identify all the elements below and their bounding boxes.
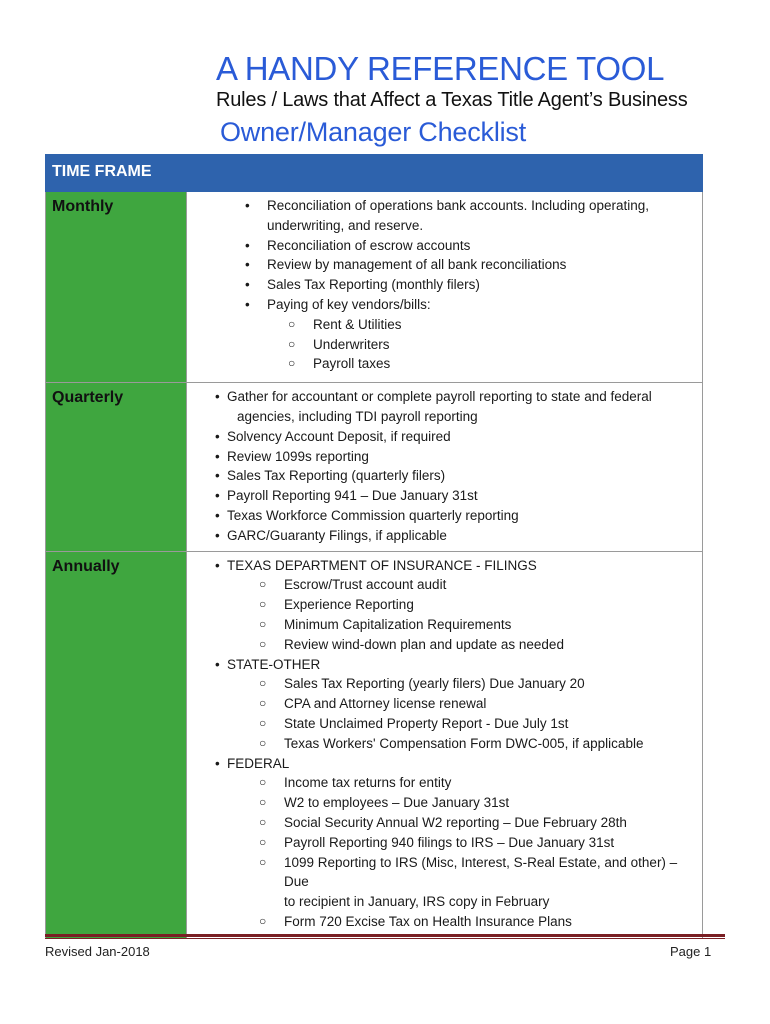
sub-list-item bbox=[187, 773, 702, 793]
monthly-label: Monthly bbox=[52, 198, 114, 215]
monthly-row bbox=[46, 192, 703, 383]
list-item-text: Payroll Reporting 941 – Due January 31st bbox=[227, 488, 478, 504]
time-frame-label: TIME FRAME bbox=[52, 163, 152, 180]
list-item bbox=[187, 526, 702, 546]
list-item-text: Sales Tax Reporting (monthly filers) bbox=[267, 277, 480, 293]
sub-list-item-text: State Unclaimed Property Report - Due July 1st bbox=[284, 715, 569, 731]
list-group-title-text: STATE-OTHER bbox=[227, 656, 321, 672]
list-item bbox=[187, 447, 702, 467]
list-item-text: Review 1099s reporting bbox=[227, 448, 369, 464]
quarterly-task-list bbox=[187, 383, 702, 550]
circle-bullet-icon: ○ bbox=[259, 814, 267, 829]
list-item bbox=[187, 236, 702, 256]
bullet-icon: • bbox=[215, 468, 220, 484]
revised-date: Revised Jan-2018 bbox=[45, 944, 150, 959]
bullet-icon: • bbox=[245, 237, 250, 253]
list-item bbox=[187, 427, 702, 447]
sub-list-item bbox=[187, 833, 702, 853]
list-item-text: Texas Workforce Commission quarterly reporting bbox=[227, 507, 519, 523]
sub-list-item bbox=[187, 575, 702, 595]
circle-bullet-icon: ○ bbox=[288, 356, 296, 371]
circle-bullet-icon: ○ bbox=[288, 336, 296, 351]
bullet-icon: • bbox=[245, 277, 250, 293]
list-item-text: Reconciliation of escrow accounts bbox=[267, 237, 471, 253]
bullet-icon: • bbox=[215, 557, 220, 573]
list-group-title-text: FEDERAL bbox=[227, 755, 290, 771]
sub-list-item bbox=[187, 714, 702, 734]
list-group-title bbox=[187, 655, 702, 675]
list-item bbox=[187, 466, 702, 486]
checklist-heading: Owner/Manager Checklist bbox=[220, 117, 527, 147]
circle-bullet-icon: ○ bbox=[288, 316, 296, 331]
bullet-icon: • bbox=[245, 257, 250, 273]
sub-list-item bbox=[187, 335, 702, 355]
sub-list-item bbox=[187, 635, 702, 655]
list-item bbox=[187, 255, 702, 275]
sub-list-item-text: Underwriters bbox=[313, 336, 390, 352]
list-item-text: Sales Tax Reporting (quarterly filers) bbox=[227, 468, 446, 484]
list-item bbox=[187, 486, 702, 506]
bullet-icon: • bbox=[215, 389, 220, 405]
circle-bullet-icon: ○ bbox=[259, 913, 267, 928]
bullet-icon: • bbox=[245, 198, 250, 213]
bullet-icon: • bbox=[215, 448, 220, 464]
header-cell-left bbox=[46, 155, 187, 192]
bullet-icon: • bbox=[215, 755, 220, 771]
sub-list-item-text: Social Security Annual W2 reporting – Due February 28th bbox=[284, 814, 627, 830]
sub-list-item bbox=[187, 694, 702, 714]
circle-bullet-icon: ○ bbox=[259, 735, 267, 750]
sub-list-item-text: 1099 Reporting to IRS (Misc, Interest, S-Real Estate, and other) – Due bbox=[284, 854, 678, 890]
sub-list-item-text: Escrow/Trust account audit bbox=[284, 577, 447, 593]
document-title: A HANDY REFERENCE TOOL bbox=[216, 50, 665, 87]
list-item-text: Paying of key vendors/bills: bbox=[267, 296, 431, 312]
list-item bbox=[187, 506, 702, 526]
sub-list-item-text: Rent & Utilities bbox=[313, 316, 402, 332]
annually-task-list bbox=[187, 552, 702, 938]
list-item-text: Solvency Account Deposit, if required bbox=[227, 428, 451, 444]
sub-list-item-continuation: to recipient in January, IRS copy in February bbox=[284, 894, 550, 910]
sub-list-item bbox=[187, 734, 702, 754]
sub-list-item bbox=[187, 813, 702, 833]
list-item-continuation: underwriting, and reserve. bbox=[267, 217, 424, 233]
circle-bullet-icon: ○ bbox=[259, 577, 267, 592]
sub-list-item bbox=[187, 853, 702, 893]
bullet-icon: • bbox=[215, 656, 220, 672]
table-header-row bbox=[46, 155, 703, 192]
quarterly-period-cell bbox=[46, 383, 187, 551]
checklist-table bbox=[45, 154, 703, 939]
list-item-text: Gather for accountant or complete payroll reporting to state and federal bbox=[227, 389, 652, 405]
footer-rule bbox=[45, 934, 725, 937]
circle-bullet-icon: ○ bbox=[259, 795, 267, 810]
sub-list-item-text: Payroll taxes bbox=[313, 356, 391, 372]
sub-list-item-text: Income tax returns for entity bbox=[284, 775, 452, 791]
sub-list-item-text: Form 720 Excise Tax on Health Insurance Plans bbox=[284, 913, 572, 929]
annually-period-cell bbox=[46, 551, 187, 938]
circle-bullet-icon: ○ bbox=[259, 834, 267, 849]
quarterly-row bbox=[46, 383, 703, 551]
list-item-continuation: agencies, including TDI payroll reporting bbox=[237, 408, 478, 424]
quarterly-label: Quarterly bbox=[52, 389, 124, 407]
list-item-text: GARC/Guaranty Filings, if applicable bbox=[227, 527, 447, 543]
circle-bullet-icon: ○ bbox=[259, 616, 267, 631]
bullet-icon: • bbox=[215, 527, 220, 543]
footer-rule-thin bbox=[45, 938, 725, 939]
header-cell-right bbox=[187, 155, 703, 192]
list-item bbox=[187, 387, 702, 407]
circle-bullet-icon: ○ bbox=[259, 676, 267, 691]
annually-row bbox=[46, 551, 703, 938]
sub-list-item-text: Review wind-down plan and update as needed bbox=[284, 636, 564, 652]
list-item bbox=[187, 196, 702, 216]
circle-bullet-icon: ○ bbox=[259, 715, 267, 730]
monthly-task-list bbox=[187, 192, 702, 382]
sub-list-item bbox=[187, 674, 702, 694]
bullet-icon: • bbox=[215, 428, 220, 444]
sub-list-item bbox=[187, 793, 702, 813]
sub-list-item-text: Minimum Capitalization Requirements bbox=[284, 616, 512, 632]
sub-list-item-text: W2 to employees – Due January 31st bbox=[284, 795, 510, 811]
sub-list-item bbox=[187, 315, 702, 335]
sub-list-item-text: CPA and Attorney license renewal bbox=[284, 696, 487, 712]
sub-list-item bbox=[187, 912, 702, 932]
bullet-icon: • bbox=[215, 488, 220, 504]
sub-list-item bbox=[187, 615, 702, 635]
annually-label: Annually bbox=[52, 557, 120, 575]
monthly-period-cell bbox=[46, 192, 187, 383]
circle-bullet-icon: ○ bbox=[259, 597, 267, 612]
list-group-title bbox=[187, 556, 702, 576]
sub-list-item bbox=[187, 595, 702, 615]
list-group-title-text: TEXAS DEPARTMENT OF INSURANCE - FILINGS bbox=[227, 557, 537, 573]
list-item-text: Reconciliation of operations bank accounts. Including operating, bbox=[267, 198, 649, 213]
list-item-text: Review by management of all bank reconciliations bbox=[267, 257, 567, 273]
sub-list-item bbox=[187, 354, 702, 374]
circle-bullet-icon: ○ bbox=[259, 636, 267, 651]
sub-list-item-text: Sales Tax Reporting (yearly filers) Due January 20 bbox=[284, 676, 585, 692]
bullet-icon: • bbox=[245, 296, 250, 312]
circle-bullet-icon: ○ bbox=[259, 775, 267, 790]
annually-tasks-cell bbox=[187, 551, 703, 938]
sub-list-item-text: Experience Reporting bbox=[284, 597, 414, 613]
monthly-tasks-cell bbox=[187, 192, 703, 383]
list-item bbox=[187, 295, 702, 315]
circle-bullet-icon: ○ bbox=[259, 696, 267, 711]
document-subtitle: Rules / Laws that Affect a Texas Title Agent’s Business bbox=[216, 89, 688, 111]
list-group-title bbox=[187, 754, 702, 774]
list-item bbox=[187, 275, 702, 295]
sub-list-item-text: Payroll Reporting 940 filings to IRS – Due January 31st bbox=[284, 834, 615, 850]
bullet-icon: • bbox=[215, 507, 220, 523]
circle-bullet-icon: ○ bbox=[259, 854, 267, 869]
quarterly-tasks-cell bbox=[187, 383, 703, 551]
page-number: Page 1 bbox=[670, 944, 712, 959]
sub-list-item-text: Texas Workers' Compensation Form DWC-005, if applicable bbox=[284, 735, 644, 751]
